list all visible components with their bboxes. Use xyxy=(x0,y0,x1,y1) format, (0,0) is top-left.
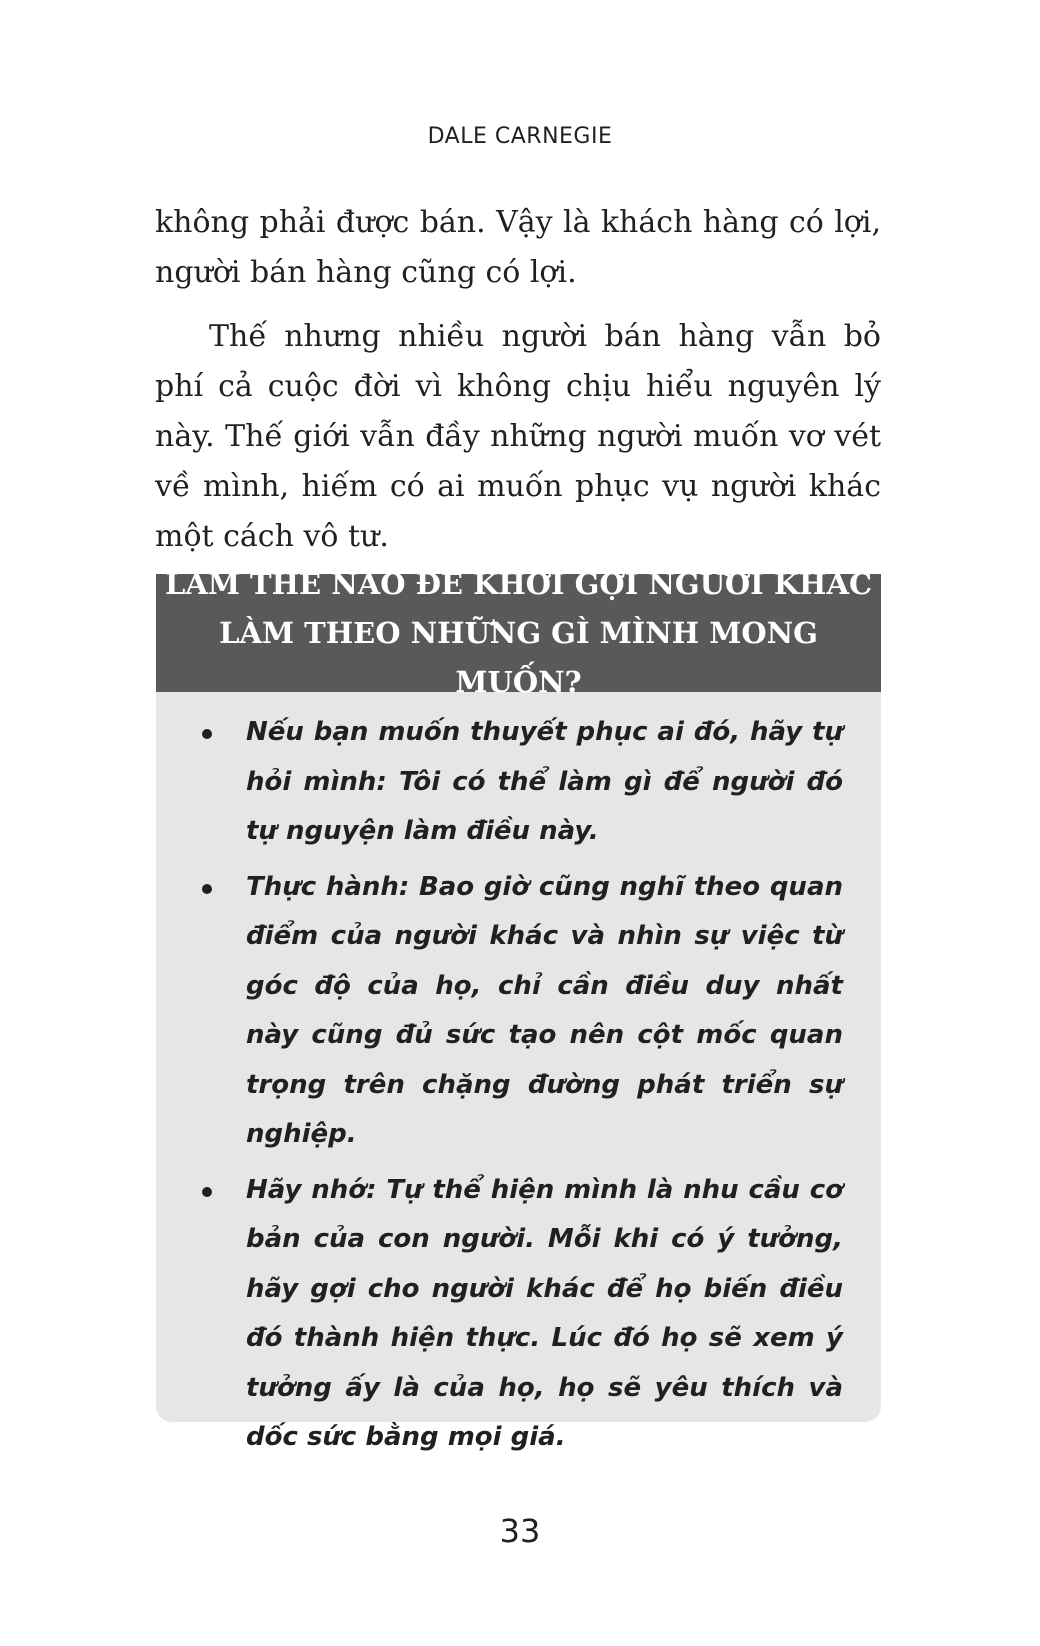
callout-list-item xyxy=(156,1166,843,1463)
paragraph-continued: không phải được bán. Vậy là khách hàng có lợi, người bán hàng cũng có lợi. xyxy=(155,205,881,290)
body-text xyxy=(155,198,881,576)
callout-list xyxy=(156,692,881,1463)
summary-callout-box xyxy=(156,566,881,1452)
page-number: 33 xyxy=(499,1512,541,1550)
running-head: DALE CARNEGIE xyxy=(427,124,613,149)
bullet-icon xyxy=(202,1187,212,1197)
callout-item-text: Thực hành: Bao giờ cũng nghĩ theo quan điểm của người khác và nhìn sự việc từ góc độ của họ, chỉ cần điều duy nhất này cũng đủ sức tạo nên cột mốc quan trọng trên chặng đường phát triển sự nghiệp. xyxy=(246,871,843,1149)
bullet-icon xyxy=(202,729,212,739)
callout-list-item xyxy=(156,863,843,1160)
callout-list-item xyxy=(156,708,843,857)
callout-title xyxy=(156,566,881,699)
bullet-icon xyxy=(202,884,212,894)
callout-title-line: LÀM THEO NHỮNG GÌ MÌNH MONG MUỐN? xyxy=(219,615,818,699)
paragraph: Thế nhưng nhiều người bán hàng vẫn bỏ phí cả cuộc đời vì không chịu hiểu nguyên lý này. Thế giới vẫn đầy những người muốn vơ vét về mình, hiếm có ai muốn phục vụ người khác một cách vô tư. xyxy=(155,319,881,554)
callout-item-text: Nếu bạn muốn thuyết phục ai đó, hãy tự hỏi mình: Tôi có thể làm gì để người đó tự nguyện làm điều này. xyxy=(246,717,843,846)
callout-title-line: LÀM THẾ NÀO ĐỂ KHƠI GỢI NGƯỜI KHÁC xyxy=(164,566,873,601)
callout-item-text: Hãy nhớ: Tự thể hiện mình là nhu cầu cơ bản của con người. Mỗi khi có ý tưởng, hãy gợi cho người khác để họ biến điều đó thành hiện thực. Lúc đó họ sẽ xem ý tưởng ấy là của họ, họ sẽ yêu thích và dốc sức bằng mọi giá. xyxy=(246,1174,843,1452)
